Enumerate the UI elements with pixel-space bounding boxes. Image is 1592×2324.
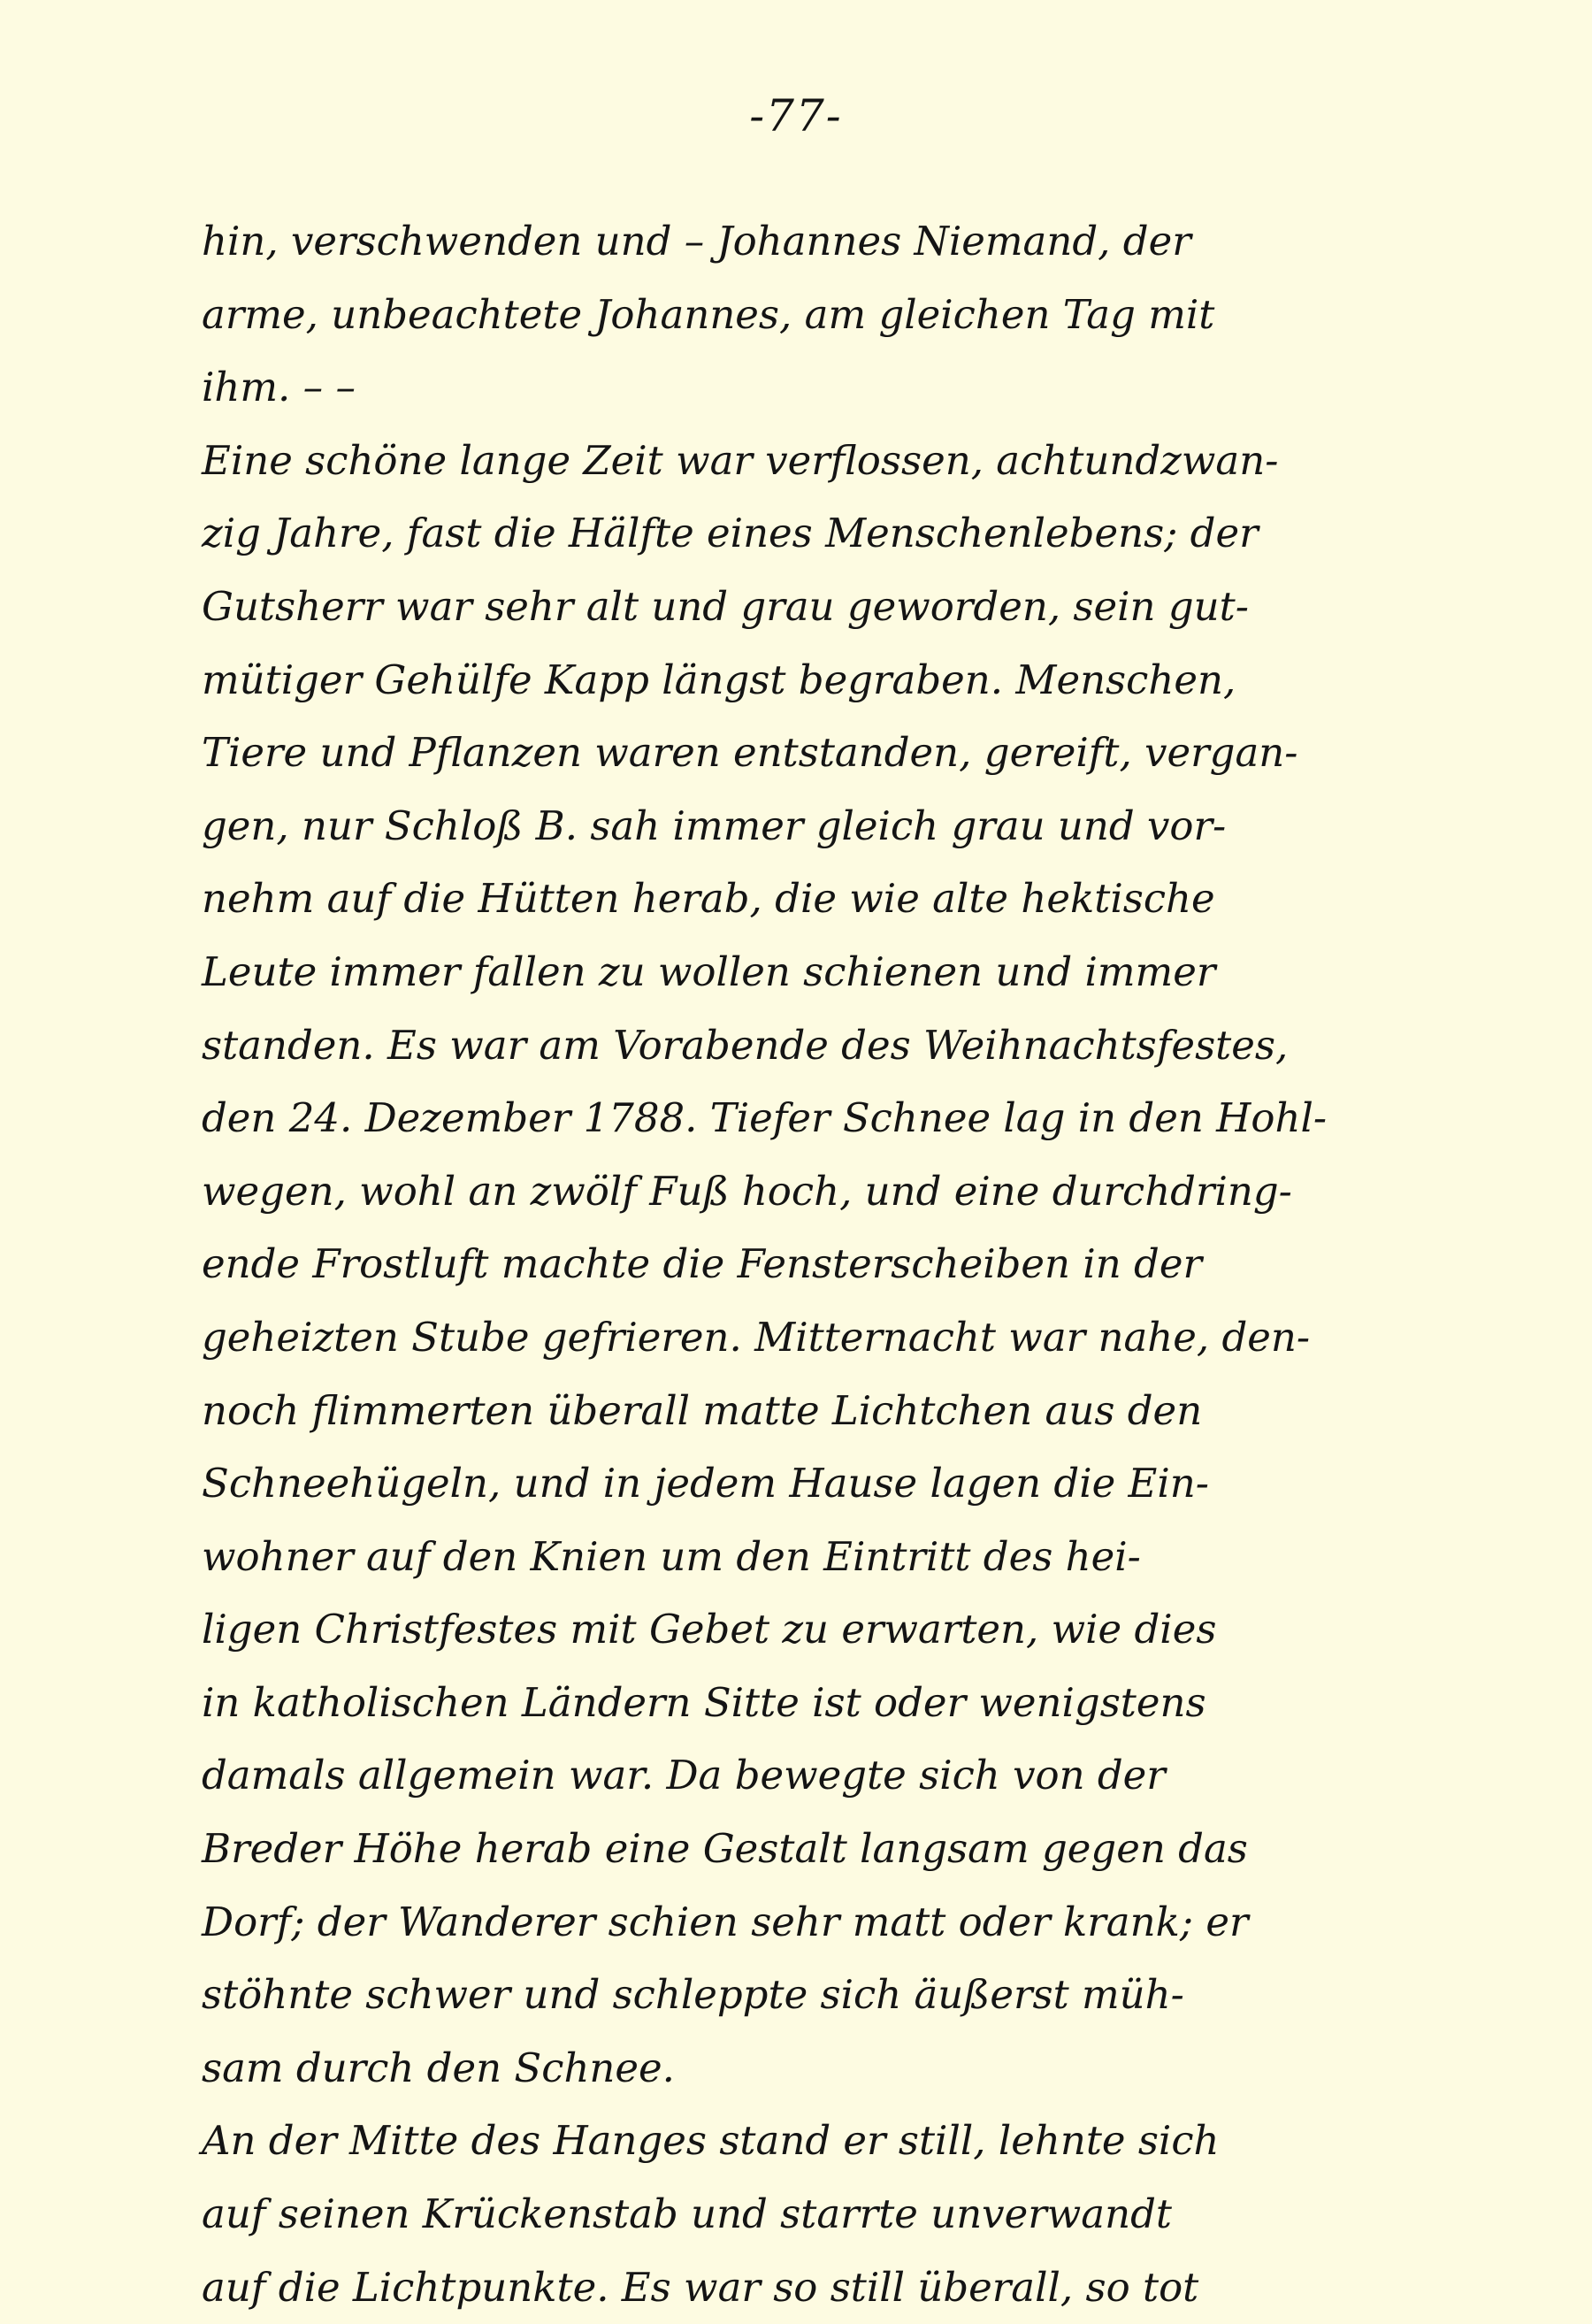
- text-line: sam durch den Schnee.: [202, 2044, 675, 2091]
- text-line: wegen, wohl an zwölf Fuß hoch, und eine durchdring-: [202, 1167, 1292, 1215]
- text-line: ihm. – –: [202, 364, 356, 411]
- text-line: den 24. Dezember 1788. Tiefer Schnee lag in den Hohl-: [202, 1094, 1328, 1142]
- text-line: Dorf; der Wanderer schien sehr matt oder krank; er: [202, 1898, 1249, 1945]
- text-line: damals allgemein war. Da bewegte sich von der: [202, 1752, 1166, 1799]
- text-line: auf seinen Krückenstab und starrte unverwandt: [202, 2190, 1172, 2238]
- text-line: Gutsherr war sehr alt und grau geworden, sein gut-: [202, 582, 1249, 630]
- text-line: hin, verschwenden und – Johannes Niemand, der: [202, 218, 1191, 265]
- text-line: Leute immer fallen zu wollen schienen und immer: [202, 947, 1216, 995]
- text-line: Tiere und Pflanzen waren entstanden, gereift, vergan-: [202, 729, 1298, 777]
- text-line: Eine schöne lange Zeit war verflossen, achtundzwan-: [202, 436, 1279, 484]
- text-line: stöhnte schwer und schleppte sich äußerst müh-: [202, 1971, 1184, 2019]
- text-line: ende Frostluft machte die Fensterscheiben in der: [202, 1240, 1202, 1288]
- text-line: gen, nur Schloß B. sah immer gleich grau und vor-: [202, 802, 1227, 849]
- text-line: in katholischen Ländern Sitte ist oder wenigstens: [202, 1678, 1206, 1726]
- handwritten-text-block: [202, 205, 1387, 2324]
- text-line: geheizten Stube gefrieren. Mitternacht war nahe, den-: [202, 1313, 1311, 1361]
- text-line: Schneehügeln, und in jedem Hause lagen die Ein-: [202, 1460, 1209, 1507]
- text-line: nehm auf die Hütten herab, die wie alte hektische: [202, 875, 1215, 923]
- text-line: ligen Christfestes mit Gebet zu erwarten, wie dies: [202, 1606, 1217, 1653]
- text-line: standen. Es war am Vorabende des Weihnachtsfestes,: [202, 1021, 1289, 1069]
- page-number: -77-: [749, 90, 843, 142]
- text-line: noch flimmerten überall matte Lichtchen aus den: [202, 1386, 1203, 1434]
- text-line: zig Jahre, fast die Hälfte eines Menschenlebens; der: [202, 510, 1259, 557]
- text-line: auf die Lichtpunkte. Es war so still überall, so tot: [202, 2263, 1199, 2311]
- text-line: Breder Höhe herab eine Gestalt langsam gegen das: [202, 1825, 1248, 1873]
- text-line: arme, unbeachtete Johannes, am gleichen Tag mit: [202, 290, 1215, 338]
- text-line: mütiger Gehülfe Kapp längst begraben. Menschen,: [202, 656, 1236, 703]
- text-line: wohner auf den Knien um den Eintritt des hei-: [202, 1532, 1141, 1580]
- text-line: An der Mitte des Hanges stand er still, lehnte sich: [202, 2117, 1220, 2165]
